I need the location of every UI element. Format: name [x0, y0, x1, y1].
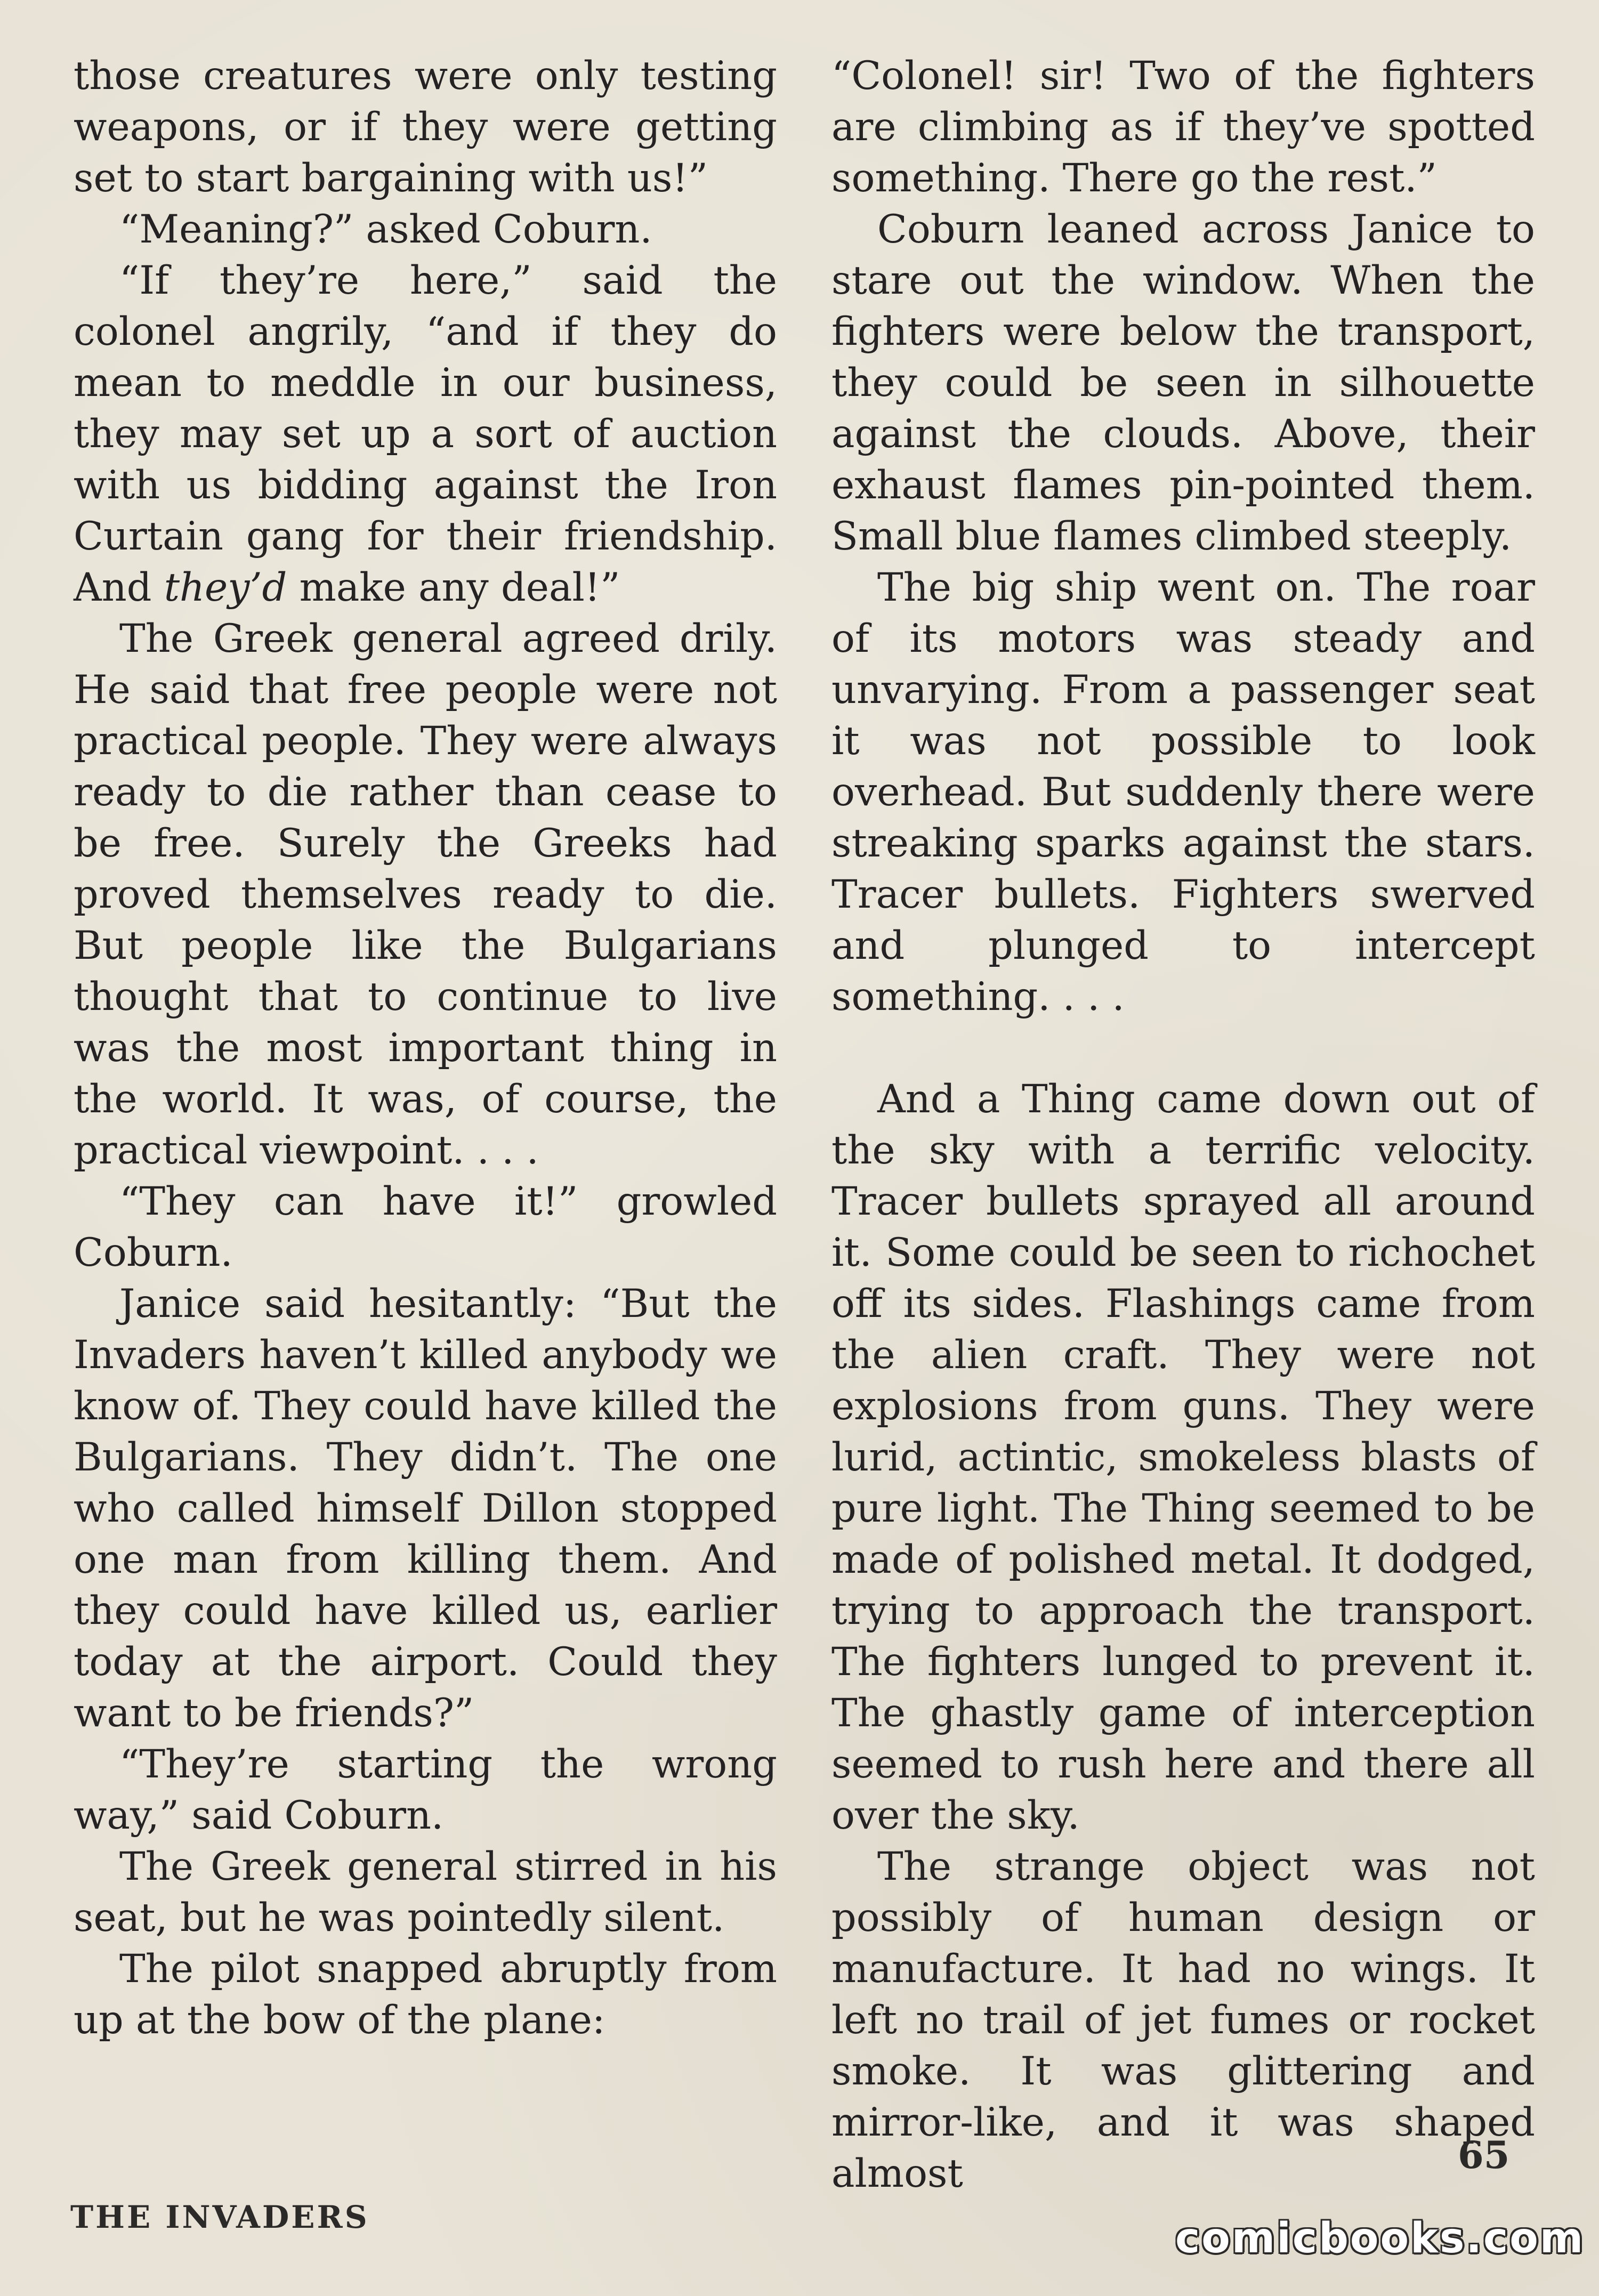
paragraph: And a Thing came down out of the sky with a terrific velocity. Tracer bullets sprayed all around it. Some could be seen to richochet off its sides. Flashings came from the alien craft. They were not explosions from guns. They were lurid, actintic, smokeless blasts of pure light. The Thing seemed to be made of polished metal. It dodged, trying to approach the transport. The fighters lunged to prevent it. The ghastly game of interception seemed to rush here and there all over the sky.	[831, 1077, 1535, 1838]
paragraph: Janice said hesitantly: “But the Invaders haven’t killed anybody we know of. They could have killed the Bulgarians. They didn’t. The one who called himself Dillon stopped one man from killing them. And they could have killed us, earlier today at the airport. Could they want to be friends?”	[74, 1281, 777, 1736]
paragraph: “Colonel! sir! Two of the fighters are climbing as if they’ve spotted something. There go the rest.”	[831, 53, 1535, 201]
paragraph	[74, 255, 777, 613]
page-number: 65	[1458, 2133, 1510, 2177]
watermark: comicbooks.com	[1175, 2214, 1585, 2262]
paragraph: “They’re starting the wrong way,” said Coburn.	[74, 1742, 777, 1838]
paragraph: The pilot snapped abruptly from up at the bow of the plane:	[74, 1946, 777, 2043]
paragraph-text: make any deal!”	[299, 565, 620, 610]
paragraph: those creatures were only testing weapons, or if they were getting set to start bargaining with us!”	[74, 53, 777, 201]
right-column	[831, 51, 1535, 2200]
paragraph: Coburn leaned across Janice to stare out the window. When the fighters were below the transport, they could be seen in silhouette against the clouds. Above, their exhaust flames pin-pointed them. Small blue flames climbed steeply.	[831, 207, 1535, 559]
left-column	[74, 51, 777, 2046]
paragraph: The Greek general agreed drily. He said that free people were not practical people. They were always ready to die rather than cease to be free. Surely the Greeks had proved themselves ready to die. But people like the Bulgarians thought that to continue to live was the most important thing in the world. It was, of course, the practical viewpoint. . . .	[74, 616, 777, 1173]
running-title: THE INVADERS	[70, 2199, 369, 2235]
paragraph: “Meaning?” asked Coburn.	[119, 207, 652, 252]
paragraph: The big ship went on. The roar of its motors was steady and unvarying. From a passenger seat it was not possible to look overhead. But suddenly there were streaking sparks against the stars. Tracer bullets. Fighters swerved and plunged to intercept something. . . .	[831, 565, 1535, 1020]
paragraph: “They can have it!” growled Coburn.	[74, 1179, 777, 1275]
italic-word: they’d	[164, 565, 287, 610]
paragraph: The strange object was not possibly of human design or manufacture. It had no wings. It left no trail of jet fumes or rocket smoke. It was glittering and mirror-like, and it was shaped almost	[831, 1844, 1535, 2196]
paragraph: The Greek general stirred in his seat, but he was pointedly silent.	[74, 1844, 777, 1941]
paragraph-text: “If they’re here,” said the colonel angrily, “and if they do mean to meddle in our business, they may set up a sort of auction with us bidding against the Iron Curtain gang for their friendship. And	[74, 258, 777, 610]
